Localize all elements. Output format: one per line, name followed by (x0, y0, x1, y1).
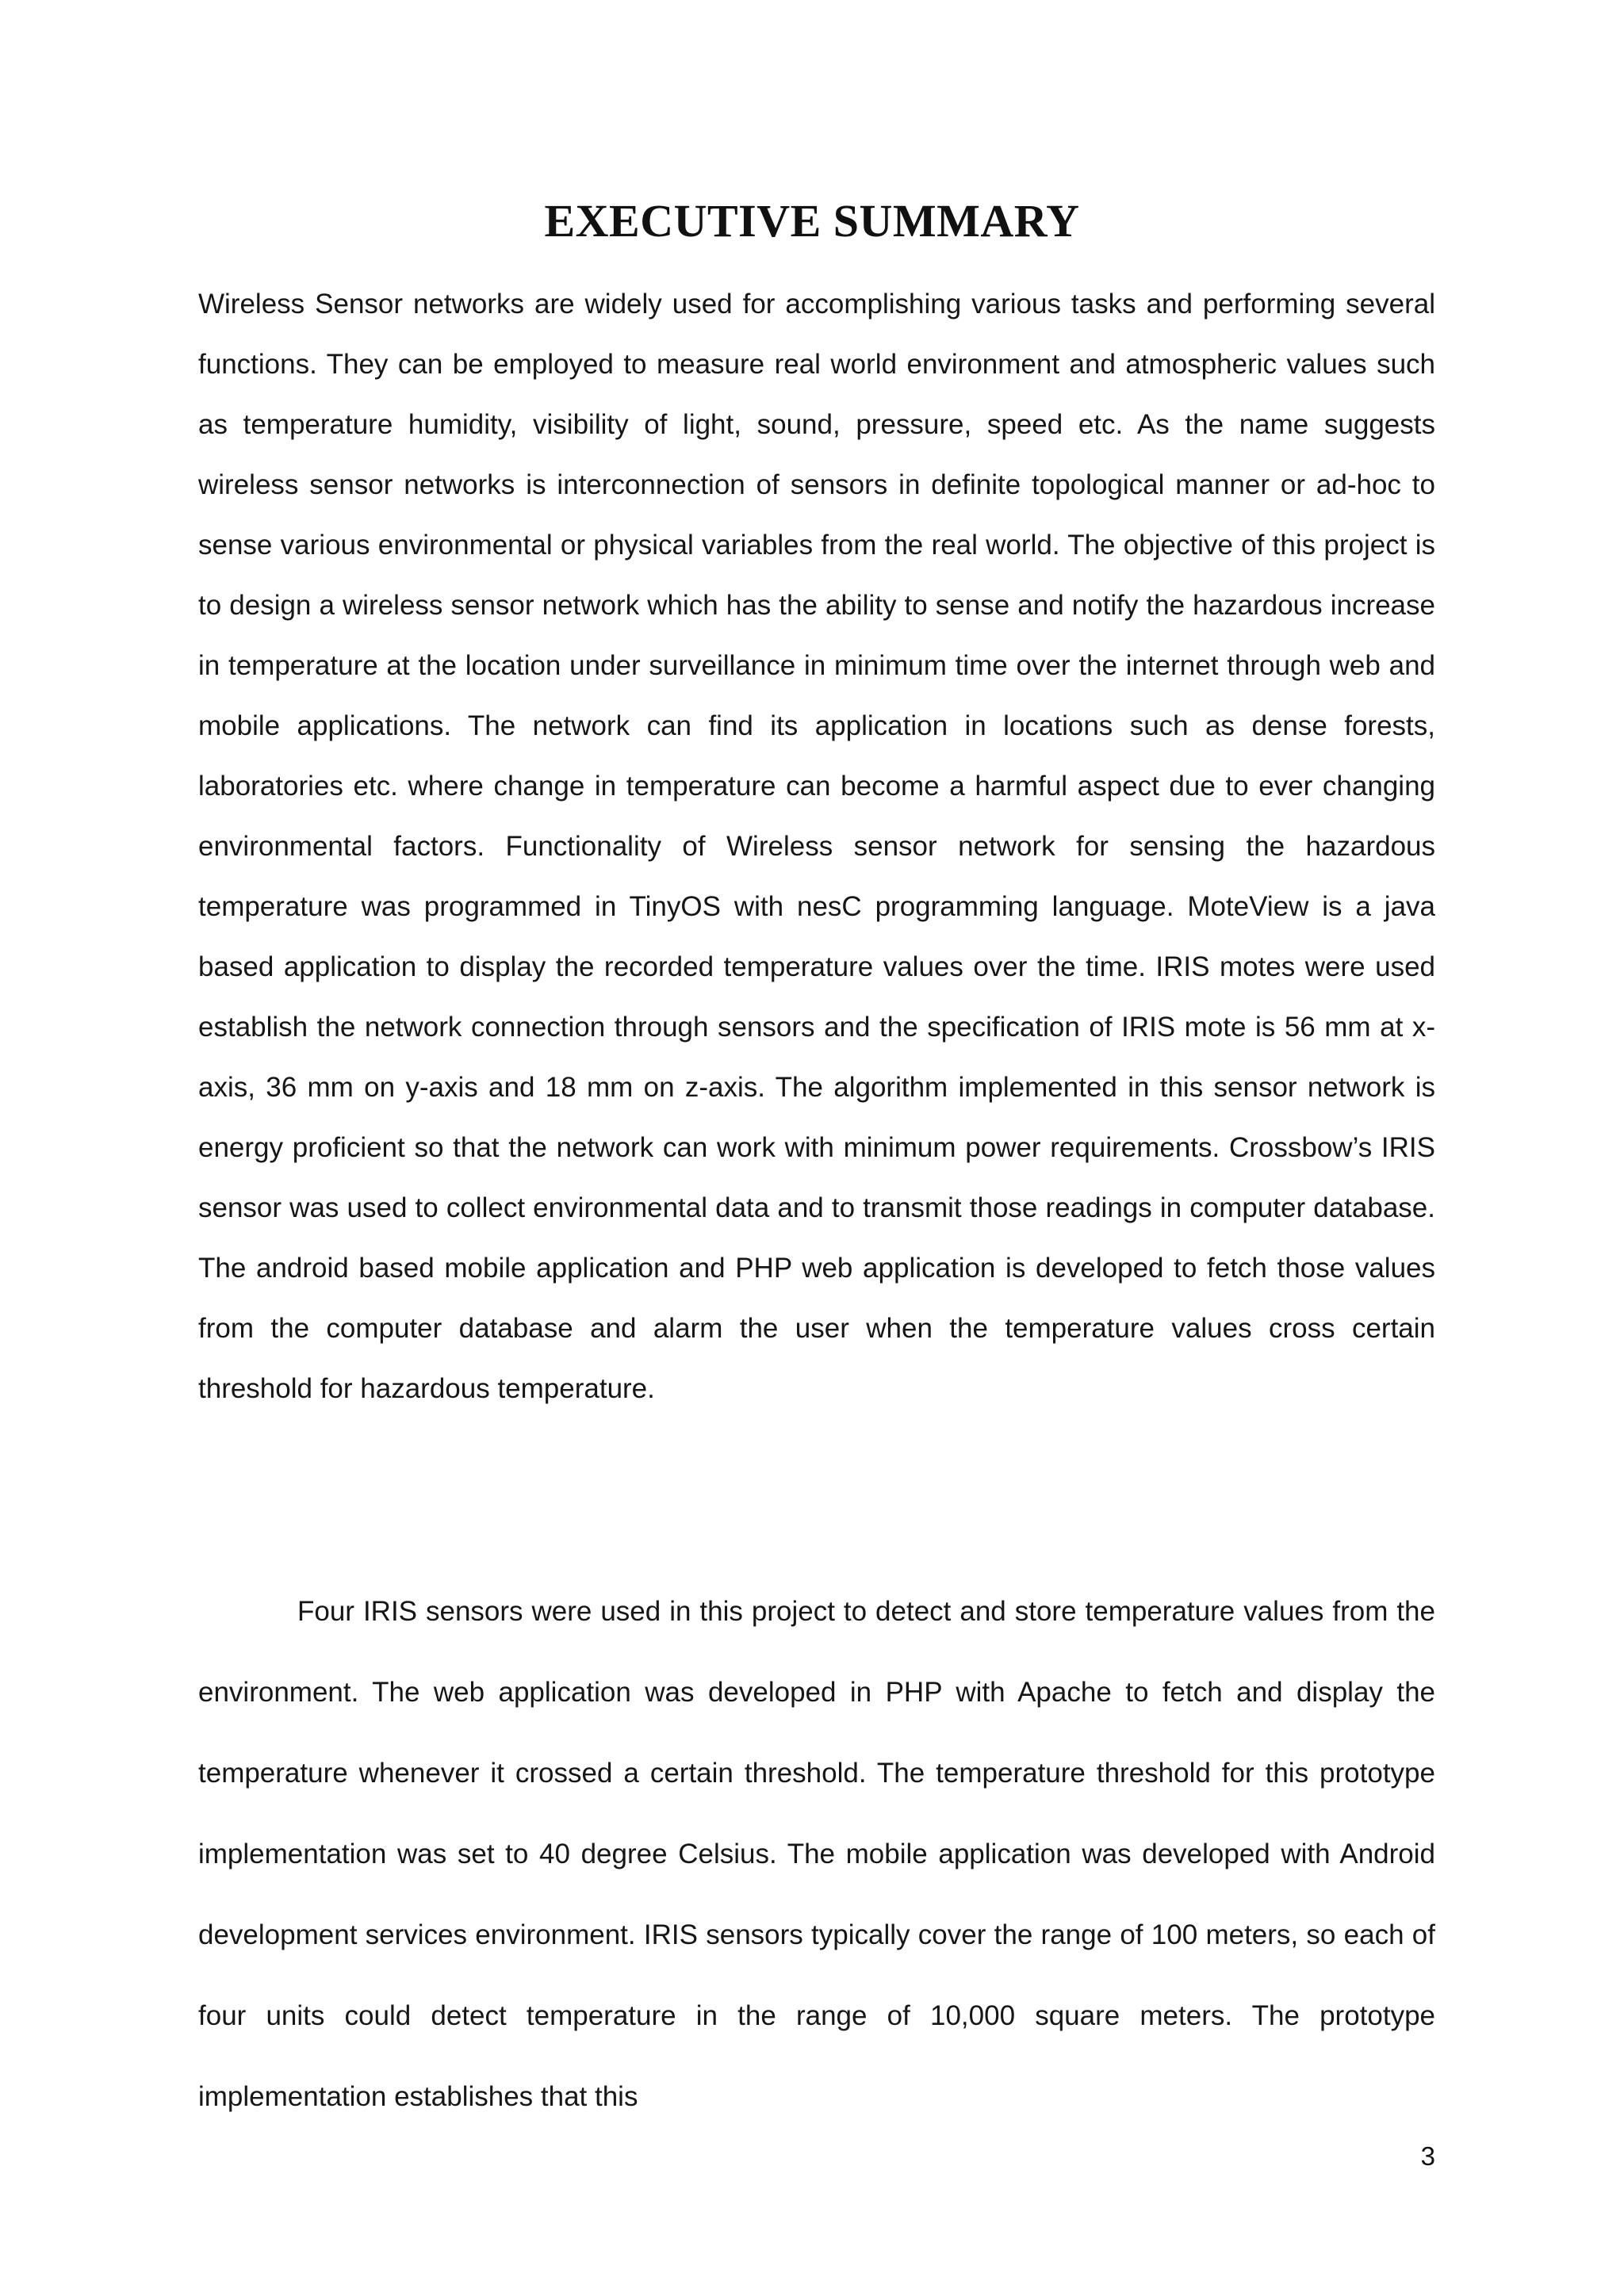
summary-paragraph-1: Wireless Sensor networks are widely used for accomplishing various tasks and performing several functions. They can be employed to measure real world environment and atmospheric values such as temperature humidity, visibility of light, sound, pressure, speed etc. As the name suggests wireless sensor networks is interconnection of sensors in definite topological manner or ad-hoc to sense various environmental or physical variables from the real world. The objective of this project is to design a wireless sensor network which has the ability to sense and notify the hazardous increase in temperature at the location under surveillance in minimum time over the internet through web and mobile applications. The network can find its application in locations such as dense forests, laboratories etc. where change in temperature can become a harmful aspect due to ever changing environmental factors. Functionality of Wireless sensor network for sensing the hazardous temperature was programmed in TinyOS with nesC programming language. MoteView is a java based application to display the recorded temperature values over the time. IRIS motes were used establish the network connection through sensors and the specification of IRIS mote is 56 mm at x-axis, 36 mm on y-axis and 18 mm on z-axis. The algorithm implemented in this sensor network is energy proficient so that the network can work with minimum power requirements. Crossbow’s IRIS sensor was used to collect environmental data and to transmit those readings in computer database. The android based mobile application and PHP web application is developed to fetch those values from the computer database and alarm the user when the temperature values cross certain threshold for hazardous temperature. (198, 289, 1435, 1404)
page-number: 3 (1420, 2141, 1435, 2171)
page-title: EXECUTIVE SUMMARY (544, 195, 1080, 247)
summary-paragraph-2: Four IRIS sensors were used in this project to detect and store temperature values from the environment. The web application was developed in PHP with Apache to fetch and display the temperature whenever it crossed a certain threshold. The temperature threshold for this prototype implementation was set to 40 degree Celsius. The mobile application was developed with Android development services environment. IRIS sensors typically cover the range of 100 meters, so each of four units could detect temperature in the range of 10,000 square meters. The prototype implementation establishes that this (198, 1596, 1435, 2112)
